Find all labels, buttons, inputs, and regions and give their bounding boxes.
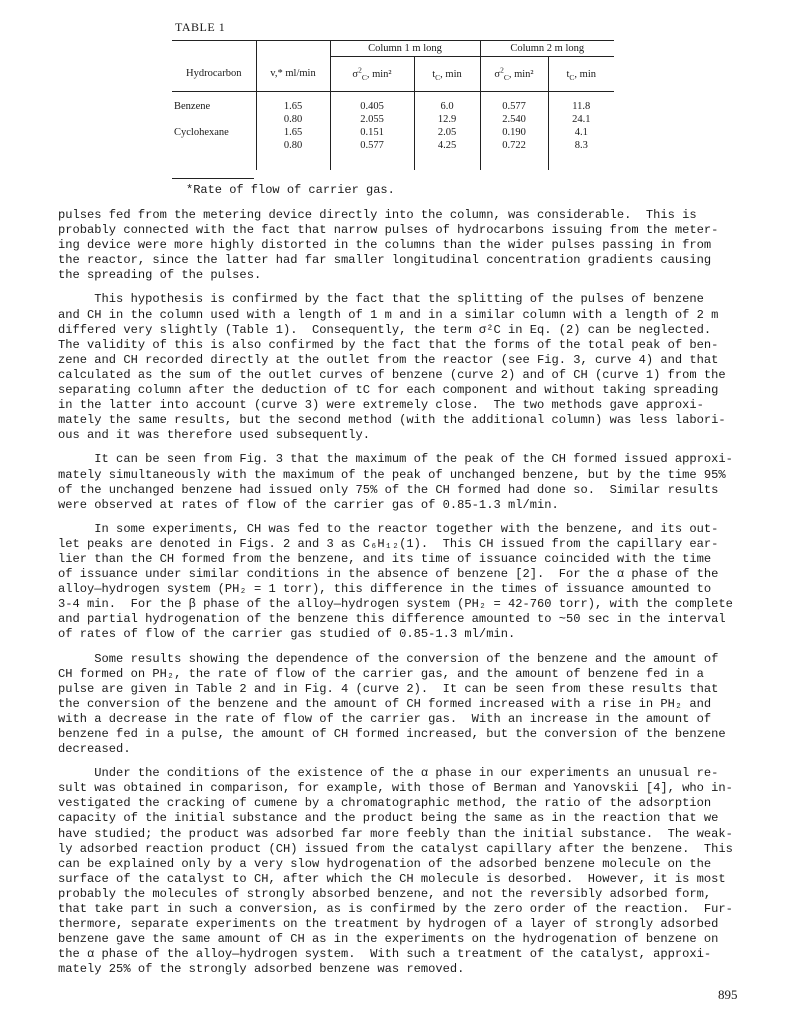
text-line: mately the same results, but the second method (with the additional column) was less labori- [58,413,726,428]
text-line: of the unchanged benzene had issued only 75% of the CH formed had done so. Similar results [58,482,719,497]
text-line: let peaks are denoted in Figs. 2 and 3 as C₆H₁₂(1). This CH issued from the capillary ear- [58,536,719,551]
paragraph [58,766,758,977]
table-row: 0.80 0.577 4.25 0.722 8.3 [172,139,614,152]
text-line: CH formed on PH₂, the rate of flow of the carrier gas, and the amount of benzene fed in a [58,666,704,681]
text-line: pulses fed from the metering device directly into the column, was considerable. This is [58,208,697,222]
text-line: the reactor, since the latter had far smaller longitudinal concentration gradients causing [58,253,712,268]
text-line: differed very slightly (Table 1). Consequently, the term σ²C in Eq. (2) can be neglected. [58,322,712,337]
text-line: benzene gave the same amount of CH as in the experiments on the hydrogenation of benzene on [58,932,719,947]
text-line: Some results showing the dependence of the conversion of the benzene and the amount of [58,651,719,666]
text-line: that take part in such a conversion, as is confirmed by the zero order of the reaction. Fur- [58,902,733,917]
header-tc-1m: $t_C$, min [414,57,480,92]
text-line: of issuance under similar conditions in the absence of benzene [2]. For the α phase of the [58,567,719,582]
text-line: with a decrease in the rate of flow of the carrier gas. With an increase in the amount of [58,711,712,726]
text-line: ing device were more highly distorted in the columns than the wider pulses passing in from [58,238,712,253]
text-line: The validity of this is also confirmed by the fact that the forms of the total peak of ben- [58,337,719,352]
text-line: 3-4 min. For the β phase of the alloy—hydrogen system (PH₂ = 42-760 torr), with the complete [58,597,733,612]
text-line: and partial hydrogenation of the benzene this difference amounted to ~50 sec in the interval [58,612,726,627]
paragraph [58,652,758,758]
text-line: in the latter into account (curve 3) were extremely close. The two methods gave approxi- [58,398,704,413]
header-hydrocarbon: Hydrocarbon [186,68,242,80]
text-line: calculated as the sum of the outlet curves of benzene (curve 2) and of CH (curve 1) from the [58,367,726,382]
text-line: vestigated the cracking of cumene by a chromatographic method, the ratio of the adsorption [58,796,712,811]
text-line: thermore, separate experiments on the treatment by hydrogen of a layer of strongly adsorbed [58,917,719,932]
header-tc-2m: $t_C$, min [548,57,614,92]
text-line: Under the conditions of the existence of the α phase in our experiments an unusual re- [58,766,719,781]
text-line: It can be seen from Fig. 3 that the maximum of the peak of the CH formed issued approxi- [58,452,733,467]
paragraph [58,208,758,283]
text-line: capacity of the initial substance and the product being the same as in the reaction that we [58,811,719,826]
text-line: alloy—hydrogen system (PH₂ = 1 torr), this difference in the times of issuance amounted to [58,582,712,597]
data-table [172,40,614,170]
text-line: surface of the catalyst to CH, after which the CH molecule is desorbed. However, it is most [58,871,726,886]
text-line: decreased. [58,742,131,757]
text-line: of rates of flow of the carrier gas studied of 0.85-1.3 ml/min. [58,627,516,642]
table-footnote: *Rate of flow of carrier gas. [186,183,395,197]
body-text [58,208,758,987]
text-line: ous and it was therefore used subsequently. [58,428,371,443]
text-line: In some experiments, CH was fed to the reactor together with the benzene, and its out- [58,521,719,536]
table-row: 0.80 2.055 12.9 2.540 24.1 [172,113,614,126]
paragraph [58,522,758,643]
text-line: sult was obtained in comparison, for example, with those of Berman and Yanovskii [4], who in- [58,781,733,796]
text-line: This hypothesis is confirmed by the fact that the splitting of the pulses of benzene [58,292,704,307]
text-line: mately 25% of the strongly adsorbed benzene was removed. [58,962,465,977]
header-sigma-2m: $\sigma^2_C$, min² [480,57,548,92]
table-row: Cyclohexane 1.65 0.151 2.05 0.190 4.1 [172,126,614,139]
text-line: can be explained only by a very slow hydrogenation of the adsorbed benzene molecule on the [58,856,712,871]
text-line: mately simultaneously with the maximum of the peak of unchanged benzene, but by the time 95% [58,467,726,482]
paragraph [58,452,758,512]
text-line: pulse are given in Table 2 and in Fig. 4 (curve 2). It can be seen from these results that [58,681,719,696]
text-line: lier than the CH formed from the benzene, and its time of issuance coincided with the time [58,551,712,566]
table-caption: TABLE 1 [175,20,226,34]
text-line: the spreading of the pulses. [58,268,262,283]
text-line: and CH in the column used with a length of 1 m and in a similar column with a length of 2 m [58,307,719,322]
text-line: have studied; the product was adsorbed far more feebly than the initial substance. The weak- [58,826,733,841]
column-group-1m: Column 1 m long [330,41,480,57]
text-line: probably the molecules of strongly absorbed benzene, and not the reversibly adsorbed form, [58,886,712,901]
text-line: separating column after the deduction of tC for each component and without taking spreading [58,383,719,398]
text-line: ly adsorbed reaction product (CH) issued from the catalyst capillary after the benzene. This [58,841,733,856]
header-flow-rate: v,* ml/min [256,57,330,92]
text-line: zene and CH recorded directly at the outlet from the reactor (see Fig. 3, curve 4) and that [58,352,719,367]
paragraph [58,292,758,443]
table-row: Benzene 1.65 0.405 6.0 0.577 11.8 [172,100,614,113]
text-line: the conversion of the benzene and the amount of CH formed increased with a rise in PH₂ and [58,696,712,711]
header-sigma-1m: $\sigma^2_C$, min² [330,57,414,92]
page-number: 895 [718,987,738,1002]
text-line: benzene fed in a pulse, the amount of CH formed increased, but the conversion of the benzene [58,727,726,741]
text-line: probably connected with the fact that narrow pulses of hydrocarbons issuing from the meter- [58,223,719,238]
column-group-2m: Column 2 m long [480,41,614,57]
footnote-divider [172,178,254,179]
text-line: the α phase of the alloy—hydrogen system. With such a treatment of the catalyst, approxi- [58,947,712,962]
text-line: were observed at rates of flow of the carrier gas of 0.85-1.3 ml/min. [58,497,559,512]
